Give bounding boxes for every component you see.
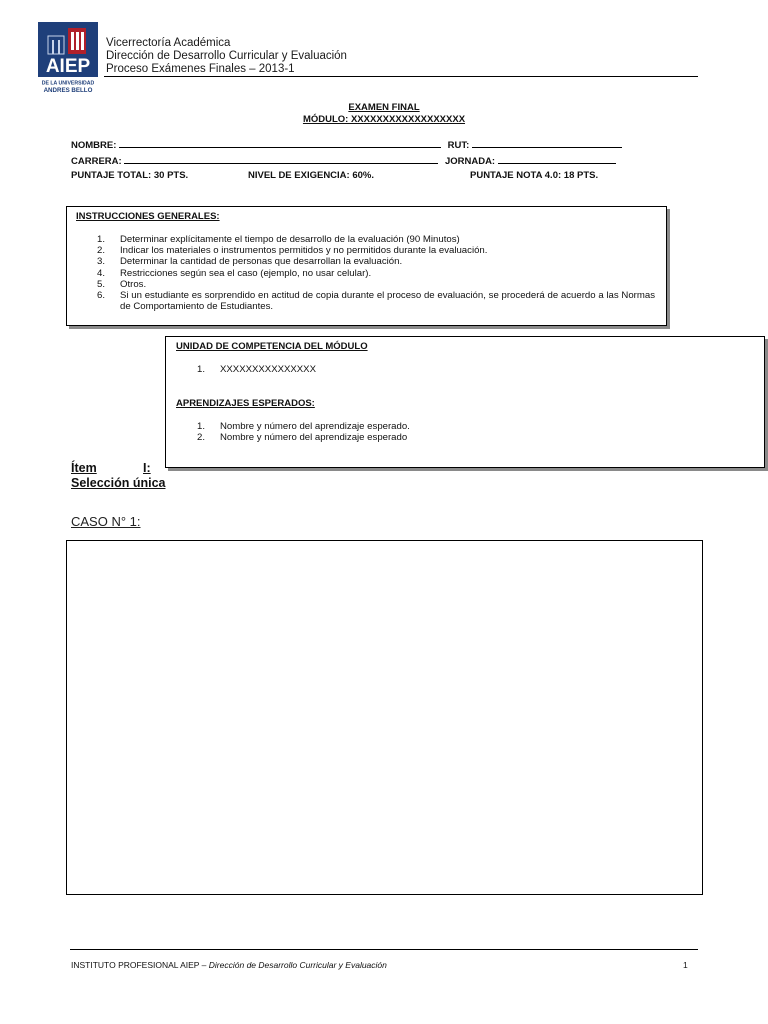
form-row-carrera (71, 154, 616, 167)
instruction-item: 1. Determinar explícitamente el tiempo de desarrollo de la evaluación (90 Minutos) (97, 234, 460, 245)
footer-rule (70, 949, 698, 950)
item-label: Ítem (71, 461, 97, 475)
jornada-field[interactable] (498, 154, 616, 164)
aiep-logo (38, 22, 98, 94)
logo-sub2: ANDRES BELLO (43, 87, 93, 94)
nivel-exigencia: NIVEL DE EXIGENCIA: 60%. (248, 170, 374, 181)
carrera-label: CARRERA: (71, 156, 122, 167)
header-rule (104, 76, 698, 77)
puntaje-total: PUNTAJE TOTAL: 30 PTS. (71, 170, 189, 181)
caso-answer-box[interactable] (66, 540, 703, 895)
nombre-label: NOMBRE: (71, 140, 117, 151)
jornada-label: JORNADA: (444, 156, 496, 167)
puntaje-nota: PUNTAJE NOTA 4.0: 18 PTS. (470, 170, 599, 181)
rut-label: RUT: (447, 140, 470, 151)
item-subtitle: Selección única (71, 476, 166, 490)
instructions-box (66, 206, 667, 326)
exam-module-line: MÓDULO: XXXXXXXXXXXXXXXXXX (302, 114, 466, 125)
exam-title-line-1: EXAMEN FINAL (348, 102, 420, 113)
header-line-3: Proceso Exámenes Finales – 2013-1 (106, 63, 295, 76)
rut-field[interactable] (472, 138, 622, 148)
footer-dept: Dirección de Desarrollo Curricular y Evaluación (208, 960, 387, 970)
aprendizajes-list (188, 421, 748, 443)
carrera-field[interactable] (124, 154, 438, 164)
form-row-nombre (71, 138, 622, 151)
competencia-list (188, 364, 748, 375)
header-line-1: Vicerrectoría Académica (106, 37, 231, 49)
instruction-item: 3. Determinar la cantidad de personas que desarrollan la evaluación. (97, 256, 403, 268)
instructions-list (88, 234, 655, 312)
instruction-item: 4. Restricciones según sea el caso (ejemplo, no usar celular). (97, 267, 372, 279)
caso-label: CASO N° 1: (71, 514, 141, 529)
instruction-item: 6. Si un estudiante es sorprendido en actitud de copia durante el proceso de evaluación, se procederá de acuerdo a las Normas de Comportamiento de Estudiantes. (97, 290, 655, 313)
header-text (106, 37, 347, 77)
footer-org: INSTITUTO PROFESIONAL AIEP – (71, 960, 209, 970)
aprendizaje-item: 1. Nombre y número del aprendizaje esperado. (197, 421, 410, 432)
header-line-2: Dirección de Desarrollo Curricular y Evaluación (106, 50, 347, 63)
instruction-item: 2. Indicar los materiales o instrumentos permitidos y no permitidos durante la evaluación. (97, 245, 488, 257)
item-heading (71, 461, 165, 491)
competencia-title: UNIDAD DE COMPETENCIA DEL MÓDULO (176, 341, 368, 352)
footer-text (71, 960, 387, 970)
aprendizajes-title: APRENDIZAJES ESPERADOS: (176, 398, 315, 409)
nombre-field[interactable] (119, 138, 441, 148)
exam-title (0, 102, 768, 126)
logo-brand: AIEP (45, 56, 91, 77)
page-number: 1 (683, 960, 688, 970)
competencia-box (165, 336, 765, 468)
instructions-title: INSTRUCCIONES GENERALES: (76, 211, 220, 222)
logo-sub1: DE LA UNIVERSIDAD (41, 80, 95, 87)
instruction-item: 5. Otros. (97, 278, 147, 290)
item-number: I: (143, 461, 151, 475)
competencia-item: 1. XXXXXXXXXXXXXXX (197, 364, 316, 375)
aprendizaje-item: 2. Nombre y número del aprendizaje esperado (197, 432, 408, 444)
